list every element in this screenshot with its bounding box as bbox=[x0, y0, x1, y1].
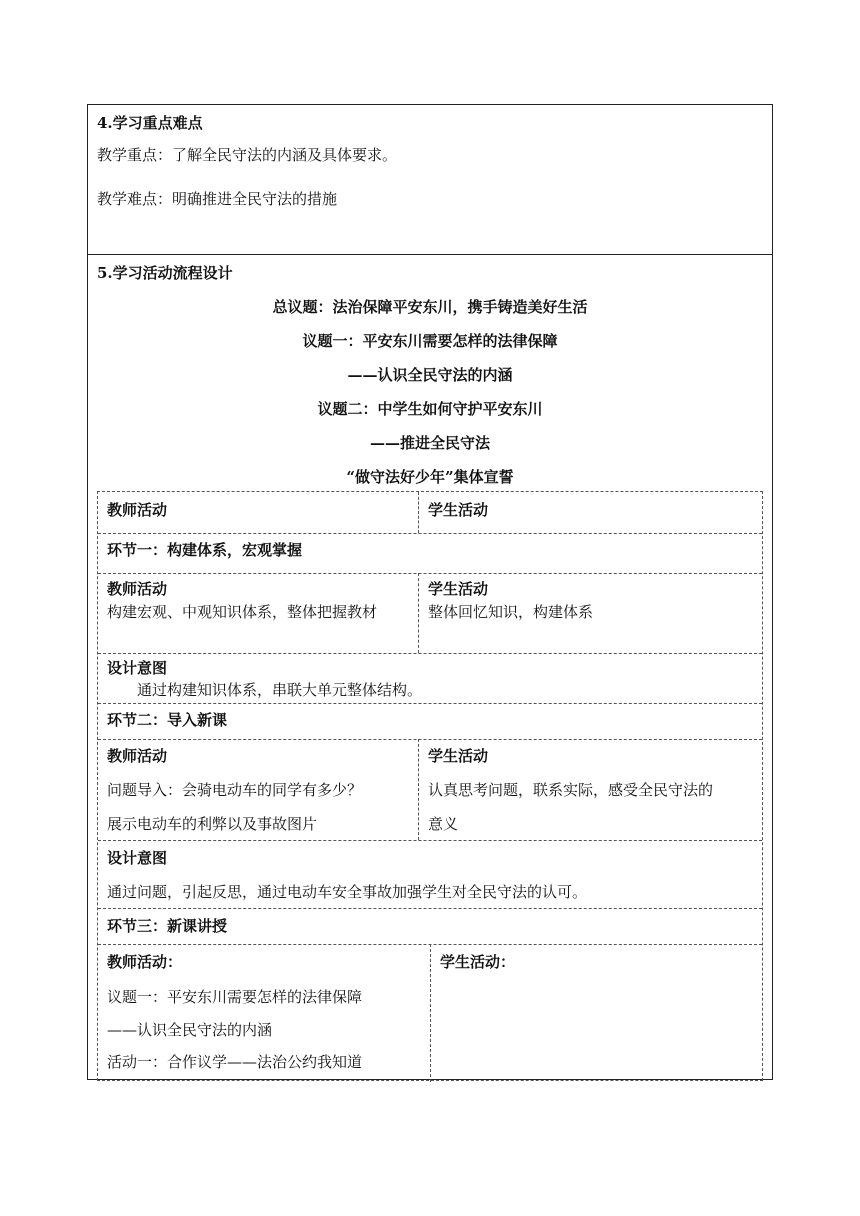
stage3-title: 环节三：新课讲授 bbox=[107, 917, 228, 935]
stage2-teacher-label: 教师活动 bbox=[107, 747, 168, 765]
key-point-text: 教学重点：了解全民守法的内涵及具体要求。 bbox=[97, 146, 398, 164]
column-divider bbox=[418, 492, 419, 533]
activity-table bbox=[97, 491, 763, 1081]
head-student-activity: 学生活动 bbox=[428, 501, 489, 519]
row-divider bbox=[98, 653, 762, 654]
row-divider bbox=[98, 908, 762, 909]
stage2-student-label: 学生活动 bbox=[428, 747, 489, 765]
topic-two: 议题二：中学生如何守护平安东川 bbox=[317, 400, 543, 418]
stage3-teacher-label: 教师活动： bbox=[107, 953, 183, 971]
topic-one-sub: ——认识全民守法的内涵 bbox=[347, 366, 513, 384]
stage1-teacher-label: 教师活动 bbox=[107, 580, 168, 598]
topic-two-sub: ——推进全民守法 bbox=[369, 434, 490, 452]
stage2-intent-text: 通过问题，引起反思，通过电动车安全事故加强学生对全民守法的认可。 bbox=[107, 883, 588, 901]
stage1-teacher-text: 构建宏观、中观知识体系，整体把握教材 bbox=[107, 603, 378, 621]
row-divider bbox=[98, 840, 762, 841]
section4-heading: 4.学习重点难点 bbox=[97, 114, 203, 132]
stage1-student-text: 整体回忆知识，构建体系 bbox=[428, 603, 594, 621]
column-divider bbox=[418, 739, 419, 840]
section-divider bbox=[88, 254, 772, 255]
lesson-plan-frame bbox=[87, 104, 773, 1080]
oath-title: “做守法好少年”集体宣誓 bbox=[346, 468, 514, 486]
column-divider bbox=[430, 944, 431, 1082]
stage1-student-label: 学生活动 bbox=[428, 580, 489, 598]
row-divider bbox=[98, 533, 762, 534]
stage1-intent-text: 通过构建知识体系，串联大单元整体结构。 bbox=[137, 681, 423, 699]
row-divider bbox=[98, 739, 762, 740]
difficulty-text: 教学难点：明确推进全民守法的措施 bbox=[97, 190, 338, 208]
stage3-teacher-line3: 活动一：合作议学——法治公约我知道 bbox=[107, 1053, 363, 1071]
stage2-title: 环节二：导入新课 bbox=[107, 711, 228, 729]
stage1-intent-label: 设计意图 bbox=[107, 659, 168, 677]
stage2-student-line1: 认真思考问题，联系实际，感受全民守法的 bbox=[428, 781, 714, 799]
topic-one: 议题一：平安东川需要怎样的法律保障 bbox=[302, 332, 558, 350]
stage2-teacher-line2: 展示电动车的利弊以及事故图片 bbox=[107, 815, 318, 833]
stage3-teacher-line1: 议题一：平安东川需要怎样的法律保障 bbox=[107, 988, 363, 1006]
stage3-teacher-line2: ——认识全民守法的内涵 bbox=[107, 1021, 273, 1039]
overall-topic: 总议题：法治保障平安东川，携手铸造美好生活 bbox=[272, 298, 588, 316]
stage2-intent-label: 设计意图 bbox=[107, 849, 168, 867]
head-teacher-activity: 教师活动 bbox=[107, 501, 168, 519]
section5-heading: 5.学习活动流程设计 bbox=[97, 264, 233, 282]
stage2-student-line2: 意义 bbox=[428, 815, 459, 833]
stage2-teacher-line1: 问题导入：会骑电动车的同学有多少？ bbox=[107, 781, 363, 799]
stage3-student-label: 学生活动： bbox=[440, 953, 516, 971]
stage1-title: 环节一：构建体系，宏观掌握 bbox=[107, 541, 303, 559]
row-divider bbox=[98, 703, 762, 704]
row-divider bbox=[98, 573, 762, 574]
column-divider bbox=[418, 573, 419, 653]
